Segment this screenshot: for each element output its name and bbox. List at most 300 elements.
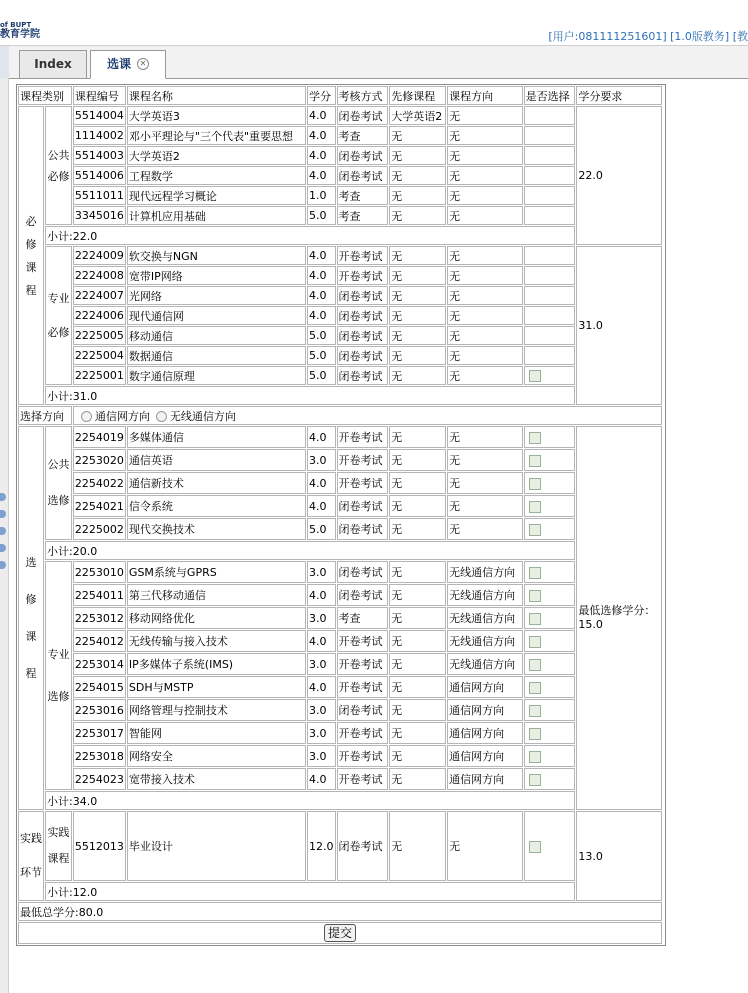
- course-id-cell: [73, 699, 126, 721]
- prereq: 无: [391, 840, 403, 853]
- direction-label-cell: [18, 406, 72, 425]
- direction-cell: [447, 561, 523, 583]
- course-name-cell: [127, 306, 306, 325]
- header-cell: [447, 86, 523, 105]
- direction: 无线通信方向: [449, 658, 516, 671]
- course-name: 信令系统: [128, 500, 173, 513]
- subcategory-char: 选修: [47, 689, 70, 703]
- course-name-cell: [127, 630, 306, 652]
- exam-cell: [337, 266, 389, 285]
- course-name-cell: [127, 366, 306, 385]
- exam-cell: [337, 607, 389, 629]
- direction: 无: [449, 169, 461, 183]
- header-label: 课程名称: [128, 89, 173, 103]
- direction-radio[interactable]: [156, 411, 167, 422]
- course-id-cell: [73, 206, 126, 225]
- credit-req-cell: [576, 811, 662, 901]
- course-name-cell: [127, 745, 306, 767]
- logo-text-line2: 教育学院: [0, 29, 40, 40]
- course-id-cell: [73, 722, 126, 744]
- select-cell: [524, 246, 576, 265]
- select-cell[interactable]: [524, 366, 576, 385]
- course-id-cell: [73, 306, 126, 325]
- exam-type: 开卷考试: [338, 658, 383, 671]
- course-id-cell: [73, 607, 126, 629]
- course-table: [17, 85, 663, 945]
- course-id: 2253010: [74, 565, 124, 579]
- credit-cell: [307, 495, 336, 517]
- course-name: 计算机应用基础: [128, 209, 206, 223]
- credit-cell: [307, 676, 336, 698]
- select-cell[interactable]: [524, 722, 576, 744]
- exam-type: 闭卷考试: [338, 566, 383, 579]
- exam-type: 开卷考试: [338, 635, 383, 648]
- course-id-cell: [73, 449, 126, 471]
- subtotal: 小计:12.0: [47, 885, 98, 899]
- select-checkbox[interactable]: [529, 590, 541, 602]
- submit-cell: [18, 922, 662, 944]
- course-name-cell: [127, 722, 306, 744]
- exam-cell: [337, 653, 389, 675]
- course-id-cell: [73, 630, 126, 652]
- table-row: [18, 699, 662, 721]
- credit-cell: [307, 426, 336, 448]
- course-name: 宽带接入技术: [128, 773, 195, 786]
- credit-cell: [307, 745, 336, 767]
- exam-type: 考查: [338, 612, 361, 625]
- select-cell[interactable]: [524, 768, 576, 790]
- direction: 无: [449, 149, 461, 163]
- credit-cell: [307, 584, 336, 606]
- sidebar-handle-icon[interactable]: [0, 510, 6, 518]
- subcategory-shijian: [45, 811, 72, 881]
- direction-cell: [447, 286, 523, 305]
- exam-type: 开卷考试: [338, 477, 383, 490]
- course-id-cell: [73, 246, 126, 265]
- subcategory-zhuanye-bixiu: [45, 246, 72, 385]
- prereq: 无: [391, 329, 403, 343]
- prereq: 无: [391, 727, 403, 740]
- select-cell: [524, 146, 576, 165]
- course-name-cell: [127, 768, 306, 790]
- table-header-row: [18, 86, 662, 105]
- direction-cell: [447, 518, 523, 540]
- exam-type: 闭卷考试: [338, 500, 383, 513]
- select-checkbox[interactable]: [529, 682, 541, 694]
- direction: 无: [449, 349, 461, 363]
- exam-type: 考查: [338, 189, 361, 203]
- select-cell[interactable]: [524, 495, 576, 517]
- table-row: [18, 495, 662, 517]
- course-selection-form: [16, 84, 666, 946]
- direction-cell: [447, 246, 523, 265]
- course-name: GSM系统与GPRS: [128, 566, 217, 579]
- credit: 4.0: [309, 309, 327, 322]
- course-name: 工程数学: [128, 169, 173, 183]
- direction-options-cell: [73, 406, 662, 425]
- prereq: 无: [391, 149, 403, 163]
- tab-index-label: Index: [34, 57, 72, 71]
- select-checkbox[interactable]: [529, 659, 541, 671]
- total-cell: [18, 902, 662, 921]
- prereq-cell: [389, 326, 446, 345]
- select-checkbox[interactable]: [529, 524, 541, 536]
- table-row: [18, 607, 662, 629]
- course-name: 大学英语2: [128, 149, 180, 163]
- direction-cell: [447, 166, 523, 185]
- credit-req-cell: [576, 106, 662, 245]
- direction-cell: [447, 653, 523, 675]
- exam-type: 开卷考试: [338, 454, 383, 467]
- credit-cell: [307, 306, 336, 325]
- select-cell[interactable]: [524, 518, 576, 540]
- prereq: 无: [391, 349, 403, 363]
- header-cell: [524, 86, 576, 105]
- course-id-cell: [73, 426, 126, 448]
- select-cell[interactable]: [524, 584, 576, 606]
- select-cell[interactable]: [524, 449, 576, 471]
- exam-type: 闭卷考试: [338, 704, 383, 717]
- course-id: 2254022: [74, 476, 124, 490]
- direction-option-label[interactable]: 无线通信方向: [169, 409, 236, 423]
- direction-label: 选择方向: [20, 409, 64, 423]
- direction: 无: [449, 431, 461, 444]
- credit-cell: [307, 126, 336, 145]
- direction: 无线通信方向: [449, 635, 516, 648]
- prereq: 无: [391, 169, 403, 183]
- select-checkbox[interactable]: [529, 432, 541, 444]
- direction: 通信网方向: [449, 681, 505, 694]
- select-cell[interactable]: [524, 630, 576, 652]
- course-id-cell: [73, 326, 126, 345]
- direction-cell: [447, 186, 523, 205]
- course-id: 5514004: [74, 109, 124, 122]
- credit-req-label: 最低选修学分：: [578, 604, 656, 617]
- select-cell: [524, 206, 576, 225]
- credit: 5.0: [309, 349, 327, 362]
- table-row: [18, 206, 662, 225]
- subtotal: 小计:20.0: [47, 544, 98, 558]
- school-logo: [0, 20, 40, 40]
- direction: 通信网方向: [449, 773, 505, 786]
- course-name: SDH与MSTP: [128, 681, 194, 694]
- credit-cell: [307, 326, 336, 345]
- select-cell[interactable]: [524, 472, 576, 494]
- exam-cell: [337, 366, 389, 385]
- prereq-cell: [389, 768, 446, 790]
- credit: 4.0: [309, 476, 327, 490]
- subtotal-row: [18, 226, 662, 245]
- subtotal-cell: [45, 882, 575, 901]
- credit: 3.0: [309, 703, 327, 717]
- credit: 4.0: [309, 149, 327, 162]
- prereq-cell: [389, 246, 446, 265]
- table-row: [18, 561, 662, 583]
- header-cell: [73, 86, 126, 105]
- tab-close-icon[interactable]: ✕: [137, 58, 149, 70]
- credit-cell: [307, 449, 336, 471]
- subtotal-row: [18, 541, 662, 560]
- tab-course-selection[interactable]: [90, 50, 166, 79]
- course-id: 2225005: [74, 329, 124, 342]
- prereq-cell: [389, 286, 446, 305]
- credit-cell: [307, 186, 336, 205]
- table-row: [18, 266, 662, 285]
- course-name-cell: [127, 206, 306, 225]
- exam-type: 开卷考试: [338, 773, 383, 786]
- subcategory-gonggong-xuanxiu: [45, 426, 72, 540]
- select-checkbox[interactable]: [529, 841, 541, 853]
- subcategory-char: 实践: [47, 826, 70, 839]
- direction-cell: [447, 495, 523, 517]
- course-name: 多媒体通信: [128, 431, 184, 444]
- course-name: 网络安全: [128, 750, 173, 763]
- credit-cell: [307, 722, 336, 744]
- course-id: 2254012: [74, 634, 124, 648]
- prereq: 无: [391, 635, 403, 648]
- course-name-cell: [127, 449, 306, 471]
- exam-type: 闭卷考试: [338, 169, 383, 183]
- course-id-cell: [73, 106, 126, 125]
- credit: 4.0: [309, 289, 327, 302]
- credit-cell: [307, 106, 336, 125]
- sidebar-handle-icon[interactable]: [0, 544, 6, 552]
- select-checkbox[interactable]: [529, 613, 541, 625]
- header-label: 课程方向: [449, 89, 494, 103]
- course-id-cell: [73, 518, 126, 540]
- table-row: [18, 146, 662, 165]
- direction: 无: [449, 249, 461, 263]
- prereq-cell: [389, 306, 446, 325]
- course-name: 宽带IP网络: [128, 269, 183, 283]
- category-char: 必: [25, 214, 37, 228]
- header-label: 先修课程: [391, 89, 436, 103]
- subcategory-char: 专业: [47, 647, 70, 661]
- header-label: 课程类别: [20, 89, 64, 103]
- select-checkbox[interactable]: [529, 705, 541, 717]
- sidebar-handle-icon[interactable]: [0, 527, 6, 535]
- course-name-cell: [127, 326, 306, 345]
- select-cell[interactable]: [524, 607, 576, 629]
- table-row: [18, 630, 662, 652]
- exam-type: 开卷考试: [338, 750, 383, 763]
- course-name: 通信英语: [128, 454, 173, 467]
- course-name: 第三代移动通信: [128, 589, 206, 602]
- direction: 无线通信方向: [449, 612, 516, 625]
- exam-type: 闭卷考试: [338, 149, 383, 163]
- credit-cell: [307, 206, 336, 225]
- subtotal-cell: [45, 226, 575, 245]
- select-checkbox[interactable]: [529, 751, 541, 763]
- direction-option-label[interactable]: 通信网方向: [94, 409, 150, 423]
- credit: 3.0: [309, 611, 327, 625]
- select-checkbox[interactable]: [529, 728, 541, 740]
- course-id: 2253012: [74, 611, 124, 625]
- course-name-cell: [127, 286, 306, 305]
- select-cell[interactable]: [524, 699, 576, 721]
- credit-req: 22.0: [578, 169, 603, 182]
- credit-cell: [307, 166, 336, 185]
- subcategory-char: 课程: [47, 852, 70, 865]
- exam-cell: [337, 449, 389, 471]
- prereq: 无: [391, 249, 403, 263]
- course-id-cell: [73, 346, 126, 365]
- exam-type: 闭卷考试: [338, 109, 383, 123]
- table-row: [18, 166, 662, 185]
- sidebar-handle-icon[interactable]: [0, 493, 6, 501]
- category-char: 修: [25, 237, 37, 251]
- credit-cell: [307, 630, 336, 652]
- prereq: 无: [391, 269, 403, 283]
- exam-cell: [337, 495, 389, 517]
- select-checkbox[interactable]: [529, 567, 541, 579]
- credit: 1.0: [309, 189, 327, 202]
- exam-cell: [337, 472, 389, 494]
- direction: 无: [449, 189, 461, 203]
- submit-button[interactable]: 提交: [324, 924, 356, 942]
- sidebar-handle-icon[interactable]: [0, 561, 6, 569]
- credit: 3.0: [309, 749, 327, 763]
- subcategory-char: 公共: [47, 148, 70, 162]
- exam-cell: [337, 768, 389, 790]
- course-id-cell: [73, 768, 126, 790]
- exam-type: 闭卷考试: [338, 369, 383, 383]
- select-checkbox[interactable]: [529, 370, 541, 382]
- select-cell[interactable]: [524, 426, 576, 448]
- credit: 4.0: [309, 772, 327, 786]
- course-name: 现代交换技术: [128, 523, 195, 536]
- credit: 5.0: [309, 369, 327, 382]
- course-name: 无线传输与接入技术: [128, 635, 228, 648]
- course-id: 2224006: [74, 309, 124, 322]
- prereq-cell: [389, 811, 446, 881]
- prereq: 无: [391, 681, 403, 694]
- direction-cell: [447, 607, 523, 629]
- prereq-cell: [389, 745, 446, 767]
- course-id-cell: [73, 146, 126, 165]
- prereq-cell: [389, 676, 446, 698]
- credit-req-cell: [576, 246, 662, 405]
- select-checkbox[interactable]: [529, 636, 541, 648]
- direction: 无: [449, 454, 461, 467]
- course-id-cell: [73, 472, 126, 494]
- select-cell[interactable]: [524, 745, 576, 767]
- select-checkbox[interactable]: [529, 478, 541, 490]
- credit-req: 31.0: [578, 319, 603, 332]
- subtotal-cell: [45, 386, 575, 405]
- prereq-cell: [389, 166, 446, 185]
- course-name: 现代远程学习概论: [128, 189, 217, 203]
- course-id: 5511011: [74, 189, 124, 202]
- total-row: [18, 902, 662, 921]
- exam-cell: [337, 286, 389, 305]
- direction-cell: [447, 326, 523, 345]
- exam-cell: [337, 326, 389, 345]
- credit-req: 13.0: [578, 849, 603, 863]
- course-id: 2253018: [74, 749, 124, 763]
- exam-type: 闭卷考试: [338, 329, 383, 343]
- header-label: 学分: [309, 89, 332, 103]
- select-cell[interactable]: [524, 676, 576, 698]
- prereq-cell: [389, 630, 446, 652]
- credit-req-cell: [576, 426, 662, 810]
- tab-course-selection-label: 选课: [106, 57, 131, 71]
- course-id-cell: [73, 366, 126, 385]
- tab-index[interactable]: [19, 50, 87, 78]
- prereq: 无: [391, 431, 403, 444]
- table-row: [18, 246, 662, 265]
- direction: 通信网方向: [449, 750, 505, 763]
- direction-cell: [447, 366, 523, 385]
- select-cell[interactable]: [524, 811, 576, 881]
- course-name: 毕业设计: [128, 840, 173, 853]
- prereq: 无: [391, 773, 403, 786]
- select-checkbox[interactable]: [529, 774, 541, 786]
- exam-type: 考查: [338, 209, 361, 223]
- course-id: 2253020: [74, 453, 124, 467]
- course-id: 5514003: [74, 149, 124, 162]
- select-cell: [524, 326, 576, 345]
- prereq-cell: [389, 449, 446, 471]
- subcategory-char: 必修: [47, 325, 70, 339]
- prereq: 无: [391, 369, 403, 383]
- credit: 12.0: [309, 839, 334, 853]
- course-id: 2225001: [74, 369, 124, 382]
- course-name: 网络管理与控制技术: [128, 704, 228, 717]
- table-row: [18, 186, 662, 205]
- direction-cell: [447, 722, 523, 744]
- course-name-cell: [127, 166, 306, 185]
- course-id-cell: [73, 561, 126, 583]
- course-id-cell: [73, 186, 126, 205]
- select-cell: [524, 286, 576, 305]
- subcategory-char: 必修: [47, 169, 70, 183]
- direction: 无: [449, 289, 461, 303]
- direction-cell: [447, 472, 523, 494]
- table-row: [18, 306, 662, 325]
- exam-type: 闭卷考试: [338, 289, 383, 303]
- header-cell: [18, 86, 72, 105]
- direction-radio[interactable]: [81, 411, 92, 422]
- category-char: 课: [25, 260, 37, 274]
- course-id-cell: [73, 126, 126, 145]
- direction-cell: [447, 146, 523, 165]
- subcategory-char: 公共: [47, 458, 70, 471]
- table-row: [18, 126, 662, 145]
- table-row: [18, 518, 662, 540]
- course-id-cell: [73, 166, 126, 185]
- credit: 4.0: [309, 588, 327, 602]
- course-id: 2224009: [74, 249, 124, 262]
- prereq: 无: [391, 289, 403, 303]
- select-checkbox[interactable]: [529, 455, 541, 467]
- subtotal: 小计:31.0: [47, 389, 98, 403]
- header-label: 学分要求: [578, 89, 623, 103]
- select-cell[interactable]: [524, 561, 576, 583]
- credit-cell: [307, 607, 336, 629]
- header-label: 考核方式: [338, 89, 383, 103]
- prereq-cell: [389, 146, 446, 165]
- course-id: 2253014: [74, 657, 124, 671]
- subtotal: 小计:34.0: [47, 794, 98, 808]
- prereq: 无: [391, 500, 403, 513]
- subcategory-gonggong-bixiu: [45, 106, 72, 225]
- select-checkbox[interactable]: [529, 501, 541, 513]
- select-cell[interactable]: [524, 653, 576, 675]
- direction-cell: [447, 426, 523, 448]
- exam-cell: [337, 206, 389, 225]
- user-info[interactable]: [用户:081111251601] [1.0版教务] [教: [548, 30, 748, 43]
